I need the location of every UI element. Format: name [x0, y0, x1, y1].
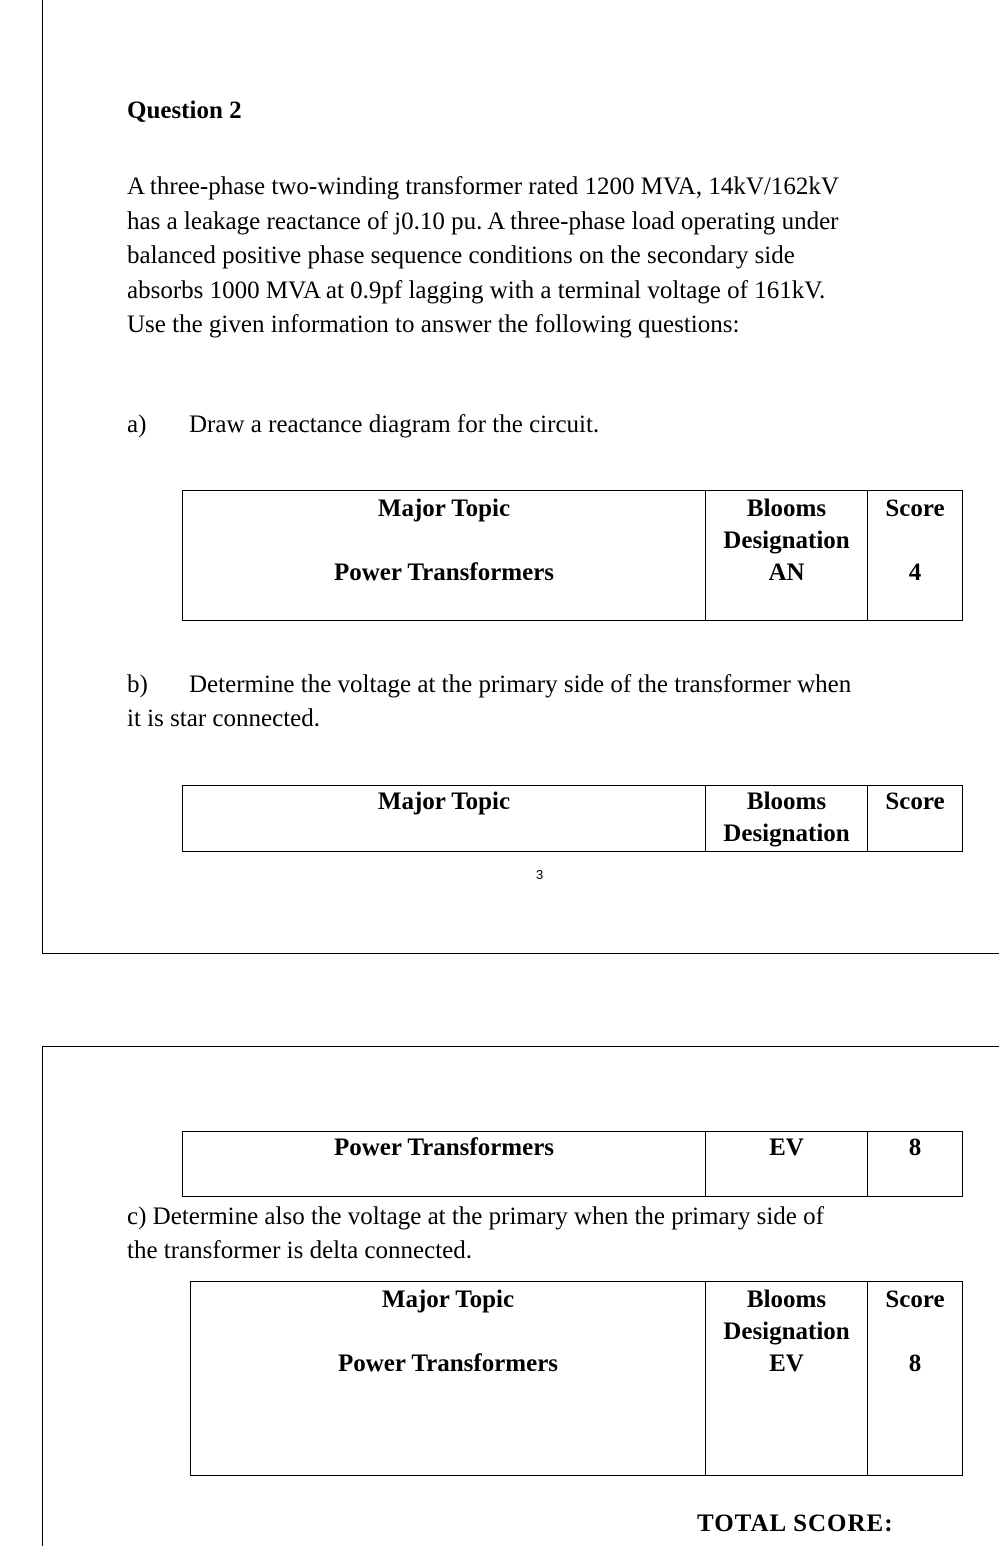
intro-line: balanced positive phase sequence conditions on the secondary side	[127, 242, 795, 269]
part-a-prompt	[127, 408, 599, 442]
blooms-value: AN	[768, 559, 805, 586]
score-cell	[868, 1282, 963, 1476]
major-topic-header: Major Topic	[183, 786, 706, 852]
total-score-label: TOTAL SCORE:	[697, 1510, 894, 1537]
intro-line: has a leakage reactance of j0.10 pu. A three-phase load operating under	[127, 207, 839, 235]
part-a-text: Draw a reactance diagram for the circuit.	[189, 411, 600, 438]
part-c-text-cont: the transformer is delta connected.	[127, 1237, 472, 1264]
part-a-label: a)	[127, 411, 147, 438]
intro-line: Use the given information to answer the following questions:	[127, 311, 740, 338]
intro-line: A three-phase two-winding transformer rated 1200 MVA, 14kV/162kV	[127, 173, 839, 200]
topic-value: Power Transformers	[333, 559, 555, 586]
score-cell	[868, 491, 963, 621]
blooms-cell	[706, 491, 868, 621]
designation-header: Designation	[723, 820, 850, 847]
blooms-cell	[706, 1282, 868, 1476]
question-title: Question 2	[127, 97, 242, 124]
part-b-label: b)	[127, 671, 148, 698]
part-c-prompt	[127, 1200, 987, 1268]
blooms-value: EV	[706, 1132, 868, 1197]
part-b-score-table-header	[182, 785, 963, 852]
intro-line: absorbs 1000 MVA at 0.9pf lagging with a terminal voltage of 161kV.	[127, 276, 826, 304]
question-intro	[127, 170, 987, 343]
blooms-header: Blooms	[746, 1286, 827, 1313]
blooms-header-cell	[706, 786, 868, 852]
score-value: 4	[908, 559, 922, 586]
score-value: 8	[868, 1132, 963, 1197]
part-a-score-table	[182, 490, 963, 621]
major-topic-header: Major Topic	[381, 1286, 515, 1313]
major-topic-header: Major Topic	[377, 495, 511, 522]
part-c-text: c) Determine also the voltage at the primary when the primary side of	[127, 1203, 824, 1230]
topic-cell	[183, 491, 706, 621]
score-header: Score	[885, 1286, 945, 1313]
blooms-value: EV	[769, 1350, 804, 1377]
page-number: 3	[536, 867, 544, 882]
designation-header: Designation	[723, 1318, 850, 1345]
blooms-header: Blooms	[746, 495, 827, 522]
score-header: Score	[885, 495, 945, 522]
part-b-text-cont: it is star connected.	[127, 705, 320, 732]
designation-header: Designation	[723, 527, 850, 554]
topic-cell	[191, 1282, 706, 1476]
part-b-score-table-values	[182, 1131, 963, 1197]
score-value: 8	[908, 1350, 922, 1377]
topic-value: Power Transformers	[183, 1132, 706, 1197]
part-c-score-table	[190, 1281, 963, 1476]
topic-value: Power Transformers	[337, 1350, 559, 1377]
part-b-text: Determine the voltage at the primary side of the transformer when	[189, 671, 852, 698]
part-b-prompt	[127, 668, 987, 736]
blooms-header: Blooms	[746, 788, 827, 815]
score-header: Score	[868, 786, 963, 852]
